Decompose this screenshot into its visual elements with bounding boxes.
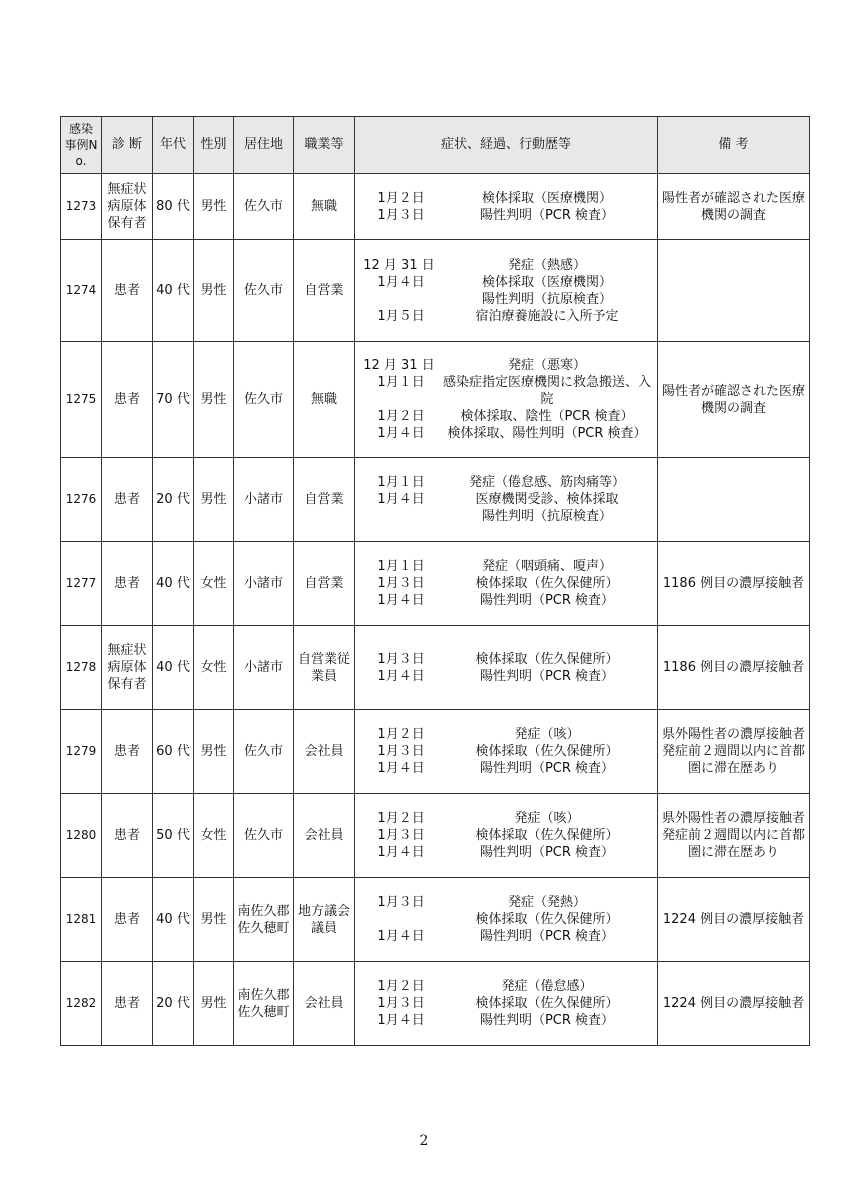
header-row [61,117,810,174]
event-line [358,508,654,525]
diagnosis: 患者 [102,240,153,342]
residence: 佐久市 [234,710,294,794]
header-case-no: 感染事例No. [61,117,102,174]
age-group: 40 代 [153,878,194,962]
case-number: 1281 [61,878,102,962]
event-text: 検体採取（佐久保健所） [475,744,619,759]
case-table-body [61,174,810,1046]
events-cell [355,626,658,710]
remarks: 1186 例目の濃厚接触者 [658,542,810,626]
event-text: 陽性判明（PCR 検査） [479,668,615,684]
event-line [358,474,654,491]
occupation: 無職 [294,174,355,240]
events-cell [355,794,658,878]
remarks: 県外陽性者の濃厚接触者 発症前２週間以内に首都圏に滞在歴あり [658,710,810,794]
event-line [358,810,654,827]
residence: 小諸市 [234,542,294,626]
header-age: 年代 [153,117,194,174]
event-date: 1月４日 [373,668,425,684]
case-number: 1280 [61,794,102,878]
event-line [358,928,654,945]
table-row [61,542,810,626]
sex: 女性 [194,542,234,626]
event-line [358,408,654,425]
residence: 小諸市 [234,626,294,710]
event-line [358,827,654,844]
event-text: 陽性判明（PCR 検査） [479,207,615,223]
residence: 佐久市 [234,794,294,878]
event-text: 検体採取（医療機関） [481,190,612,206]
case-number: 1275 [61,342,102,458]
remarks: 陽性者が確認された医療機関の調査 [658,342,810,458]
event-date: 1月２日 [373,979,425,994]
event-text: 感染症指定医療機関に救急搬送、入院 [442,375,651,407]
sex: 男性 [194,878,234,962]
event-line [358,894,654,911]
table-row [61,962,810,1046]
event-line [358,1012,654,1029]
case-number: 1273 [61,174,102,240]
event-text: 陽性判明（PCR 検査） [479,845,615,860]
event-date: 1月３日 [373,744,425,759]
event-date: 1月２日 [373,727,425,742]
event-line [358,760,654,777]
remarks: 1224 例目の濃厚接触者 [658,878,810,962]
table-row [61,342,810,458]
sex: 男性 [194,458,234,542]
diagnosis: 無症状病原体保有者 [102,626,153,710]
case-number: 1274 [61,240,102,342]
event-line [358,374,654,408]
event-text: 検体採取（佐久保健所） [475,996,619,1011]
event-line [358,257,654,274]
case-table [60,116,810,1046]
event-line [358,291,654,308]
age-group: 40 代 [153,626,194,710]
event-line [358,844,654,861]
remarks [658,240,810,342]
diagnosis: 患者 [102,710,153,794]
event-text: 陽性判明（PCR 検査） [479,761,615,776]
event-text: 陽性判明（PCR 検査） [479,929,615,944]
event-date: 1月４日 [373,845,425,860]
event-text: 検体採取、陽性判明（PCR 検査） [447,426,647,441]
events-cell [355,240,658,342]
event-date: 1月４日 [373,274,425,290]
table-row [61,878,810,962]
event-date [358,291,440,308]
event-line [358,491,654,508]
event-text: 陽性判明（PCR 検査） [479,1013,615,1028]
occupation: 自営業 [294,458,355,542]
event-text: 検体採取（佐久保健所） [475,576,619,591]
event-text: 宿泊療養施設に入所予定 [475,308,619,324]
event-line [358,558,654,575]
event-text: 発症（発熱） [507,895,586,910]
event-date: 1月２日 [373,190,425,206]
event-date: 1月４日 [373,1013,425,1028]
event-date: 1月４日 [373,761,425,776]
remarks [658,458,810,542]
occupation: 自営業従業員 [294,626,355,710]
residence: 小諸市 [234,458,294,542]
event-line [358,575,654,592]
event-text: 陽性判明（PCR 検査） [479,593,615,608]
sex: 女性 [194,794,234,878]
event-date: 1月３日 [373,828,425,843]
event-date [358,508,440,525]
events-cell [355,962,658,1046]
event-text: 検体採取（医療機関） [481,274,612,290]
event-date: 1月４日 [373,593,425,608]
event-line [358,651,654,668]
occupation: 無職 [294,342,355,458]
case-number: 1282 [61,962,102,1046]
age-group: 50 代 [153,794,194,878]
sex: 女性 [194,626,234,710]
event-text: 検体採取、陰性（PCR 検査） [460,409,634,424]
age-group: 20 代 [153,962,194,1046]
table-row [61,458,810,542]
event-date: 1月３日 [373,996,425,1011]
residence: 南佐久郡佐久穂町 [234,878,294,962]
event-line [358,274,654,291]
case-number: 1277 [61,542,102,626]
events-cell [355,542,658,626]
event-date [358,911,440,928]
events-cell [355,878,658,962]
occupation: 会社員 [294,962,355,1046]
table-row [61,240,810,342]
residence: 佐久市 [234,342,294,458]
diagnosis: 患者 [102,962,153,1046]
event-date: 12 月 31 日 [363,358,435,373]
sex: 男性 [194,962,234,1046]
case-number: 1279 [61,710,102,794]
age-group: 20 代 [153,458,194,542]
age-group: 60 代 [153,710,194,794]
diagnosis: 無症状病原体保有者 [102,174,153,240]
event-text: 発症（倦怠感） [501,979,593,994]
sex: 男性 [194,710,234,794]
header-events: 症状、経過、行動歴等 [355,117,658,174]
header-diagnosis: 診 断 [102,117,153,174]
event-date: 1月３日 [373,207,425,223]
events-cell [355,342,658,458]
event-text: 発症（熱感） [507,257,586,273]
event-line [358,308,654,325]
event-line [358,668,654,685]
table-row [61,710,810,794]
event-date: 1月１日 [373,375,425,390]
table-row [61,174,810,240]
remarks: 1186 例目の濃厚接触者 [658,626,810,710]
event-text: 発症（悪寒） [507,358,586,373]
event-date: 1月５日 [373,308,425,324]
event-text: 医療機関受診、検体採取 [475,492,619,507]
case-number: 1276 [61,458,102,542]
occupation: 会社員 [294,794,355,878]
event-text: 検体採取（佐久保健所） [475,912,619,927]
header-remarks: 備 考 [658,117,810,174]
event-date: 1月３日 [373,895,425,910]
header-occupation: 職業等 [294,117,355,174]
age-group: 70 代 [153,342,194,458]
event-text: 発症（咽頭痛、嗄声） [481,559,612,574]
event-date: 1月１日 [373,475,425,490]
header-sex: 性別 [194,117,234,174]
event-text: 検体採取（佐久保健所） [475,651,619,667]
event-text: 検体採取（佐久保健所） [475,828,619,843]
diagnosis: 患者 [102,794,153,878]
occupation: 会社員 [294,710,355,794]
event-date: 1月２日 [373,409,425,424]
events-cell [355,458,658,542]
event-line [358,978,654,995]
event-line [358,190,654,207]
event-line [358,995,654,1012]
remarks: 1224 例目の濃厚接触者 [658,962,810,1046]
event-text: 発症（咳） [514,727,580,742]
case-number: 1278 [61,626,102,710]
header-residence: 居住地 [234,117,294,174]
event-date: 1月４日 [373,929,425,944]
sex: 男性 [194,240,234,342]
event-date: 1月３日 [373,651,425,667]
diagnosis: 患者 [102,878,153,962]
age-group: 80 代 [153,174,194,240]
event-text: 陽性判明（抗原検査） [481,291,612,307]
events-cell [355,710,658,794]
remarks: 県外陽性者の濃厚接触者 発症前２週間以内に首都圏に滞在歴あり [658,794,810,878]
table-row [61,794,810,878]
remarks: 陽性者が確認された医療機関の調査 [658,174,810,240]
residence: 南佐久郡佐久穂町 [234,962,294,1046]
event-line [358,207,654,224]
event-text: 発症（咳） [514,811,580,826]
event-text: 発症（倦怠感、筋肉痛等） [468,475,625,490]
event-date: 1月２日 [373,811,425,826]
occupation: 自営業 [294,240,355,342]
residence: 佐久市 [234,174,294,240]
event-line [358,911,654,928]
diagnosis: 患者 [102,458,153,542]
page-number: 2 [419,1133,429,1149]
occupation: 地方議会議員 [294,878,355,962]
residence: 佐久市 [234,240,294,342]
diagnosis: 患者 [102,542,153,626]
event-line [358,743,654,760]
diagnosis: 患者 [102,342,153,458]
event-line [358,357,654,374]
age-group: 40 代 [153,240,194,342]
event-date: 1月４日 [373,492,425,507]
occupation: 自営業 [294,542,355,626]
sex: 男性 [194,342,234,458]
event-date: 1月３日 [373,576,425,591]
event-line [358,592,654,609]
sex: 男性 [194,174,234,240]
age-group: 40 代 [153,542,194,626]
event-date: 12 月 31 日 [363,257,435,273]
event-date: 1月１日 [373,559,425,574]
event-line [358,425,654,442]
events-cell [355,174,658,240]
table-row [61,626,810,710]
event-date: 1月４日 [373,426,425,441]
event-line [358,726,654,743]
event-text: 陽性判明（抗原検査） [481,509,612,524]
